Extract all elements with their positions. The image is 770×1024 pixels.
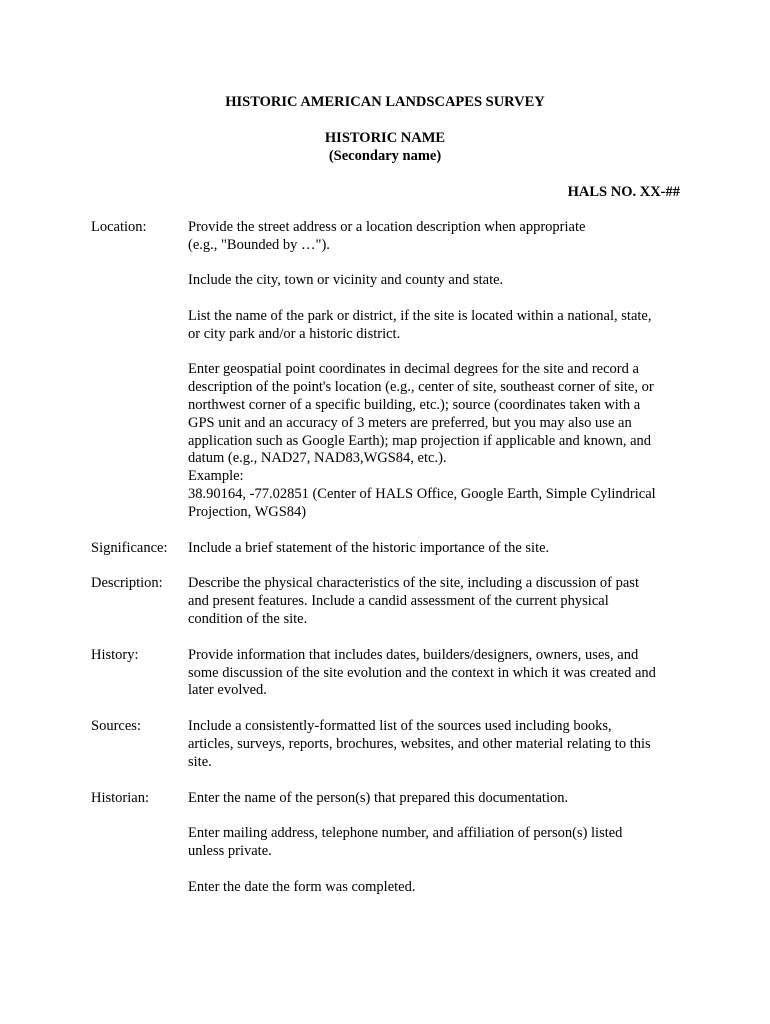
section-label-significance: Significance:: [91, 539, 168, 556]
section-label-location: Location:: [91, 219, 147, 235]
form-sections: [91, 219, 691, 914]
section-label-description: Description:: [91, 575, 163, 592]
significance-paragraph: Include a brief statement of the historic importance of the site.: [188, 539, 550, 556]
historian-paragraph-name: Enter the name of the person(s) that prepared this documentation.: [188, 789, 569, 806]
section-label-historian: Historian:: [91, 789, 149, 806]
section-significance: [91, 540, 691, 558]
historic-name: HISTORIC NAME: [324, 130, 446, 146]
survey-title: HISTORIC AMERICAN LANDSCAPES SURVEY: [225, 94, 545, 110]
section-description: [91, 575, 691, 628]
historian-paragraph-date: Enter the date the form was completed.: [188, 878, 416, 895]
description-paragraph: Describe the physical characteristics of the site, including a discussion of past and present features. Include a candid assessment of the current physical condition of the site.: [188, 575, 639, 627]
hals-number: HALS NO. XX-##: [567, 184, 680, 200]
section-body-historian: [188, 790, 691, 897]
location-paragraph-address: Provide the street address or a location description when appropriate (e.g., "Bounded by …").: [188, 219, 586, 253]
section-body-sources: [188, 718, 691, 771]
section-body-description: [188, 575, 691, 628]
historian-paragraph-address: Enter mailing address, telephone number, and affiliation of person(s) listed unless private.: [188, 825, 623, 859]
secondary-name: (Secondary name): [328, 148, 442, 164]
sources-paragraph: Include a consistently-formatted list of the sources used including books, articles, surveys, reports, brochures, websites, and other material relating to this site.: [188, 718, 651, 770]
location-paragraph-coordinates: Enter geospatial point coordinates in decimal degrees for the site and record a description of the point's location (e.g., center of site, southeast corner of site, or northwest corner of a specific building, etc.); source (coordinates taken with a GPS unit and an accuracy of 3 meters are preferred, but you may also use an application such as Google Earth); map projection if applicable and known, and datum (e.g., NAD27, NAD83,WGS84, etc.). Example: 38.90164, -77.02851 (Center of HALS Office, Google Earth, Simple Cylindrical Projection, WGS84): [188, 361, 656, 520]
section-location: [91, 219, 691, 522]
location-paragraph-city: Include the city, town or vicinity and county and state.: [188, 272, 504, 289]
section-sources: [91, 718, 691, 771]
section-body-significance: [188, 540, 691, 558]
section-historian: [91, 790, 691, 897]
section-history: [91, 647, 691, 700]
section-label-history: History:: [91, 646, 139, 663]
section-label-sources: Sources:: [91, 718, 141, 735]
section-body-location: [188, 219, 691, 522]
section-body-history: [188, 647, 691, 700]
location-paragraph-district: List the name of the park or district, if the site is located within a national, state, or city park and/or a historic district.: [188, 307, 652, 342]
history-paragraph: Provide information that includes dates, builders/designers, owners, uses, and some discussion of the site evolution and the context in which it was created and later evolved.: [188, 646, 656, 699]
